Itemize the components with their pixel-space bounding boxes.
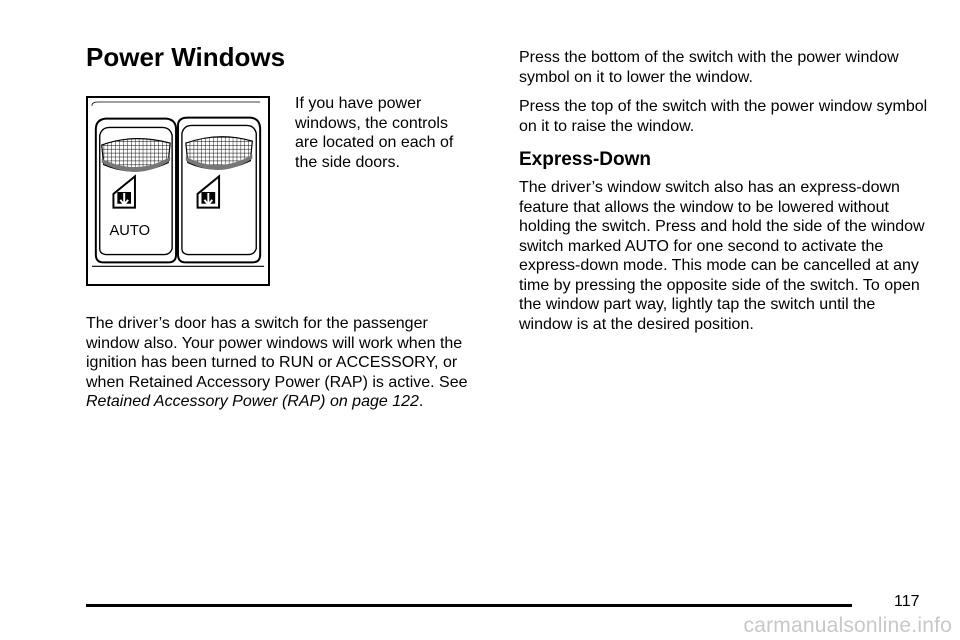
section-title: Power Windows xyxy=(86,42,286,72)
raise-window-paragraph: Press the top of the switch with the power window symbol on it to raise the window. xyxy=(519,98,928,135)
footer-rule xyxy=(86,604,852,607)
left-switch xyxy=(96,119,176,263)
right-switch xyxy=(178,118,260,263)
rap-reference-link[interactable]: Retained Accessory Power (RAP) on page 122 xyxy=(86,393,419,410)
right-column xyxy=(519,48,929,344)
watermark: carmanualsonline.info xyxy=(743,614,952,637)
ignition-paragraph xyxy=(86,314,478,412)
page-number: 117 xyxy=(894,593,920,610)
lower-window-paragraph: Press the bottom of the switch with the power window symbol on it to lower the window. xyxy=(519,49,899,86)
auto-label: AUTO xyxy=(109,223,150,240)
power-window-switch-illustration xyxy=(86,96,270,286)
ignition-paragraph-suffix: . xyxy=(418,393,424,410)
intro-paragraph: If you have power windows, the controls are located on each of the side doors. xyxy=(295,95,454,171)
express-down-title: Express-Down xyxy=(519,149,651,170)
ignition-paragraph-text: The driver’s door has a switch for the passenger window also. Your power windows will work when the ignition has been turned to RUN or ACCESSORY, or when Retained Accessory Power (RAP) is active. See xyxy=(86,315,468,391)
express-down-paragraph: The driver’s window switch also has an express-down feature that allows the window to be lowered without holding the switch. Press and hold the side of the window switch marked AUTO for one second to activate the express-down mode. This mode can be cancelled at any time by pressing the opposite side of the switch. To open the window part way, lightly tap the switch until the window is at the desired position. xyxy=(519,179,925,333)
